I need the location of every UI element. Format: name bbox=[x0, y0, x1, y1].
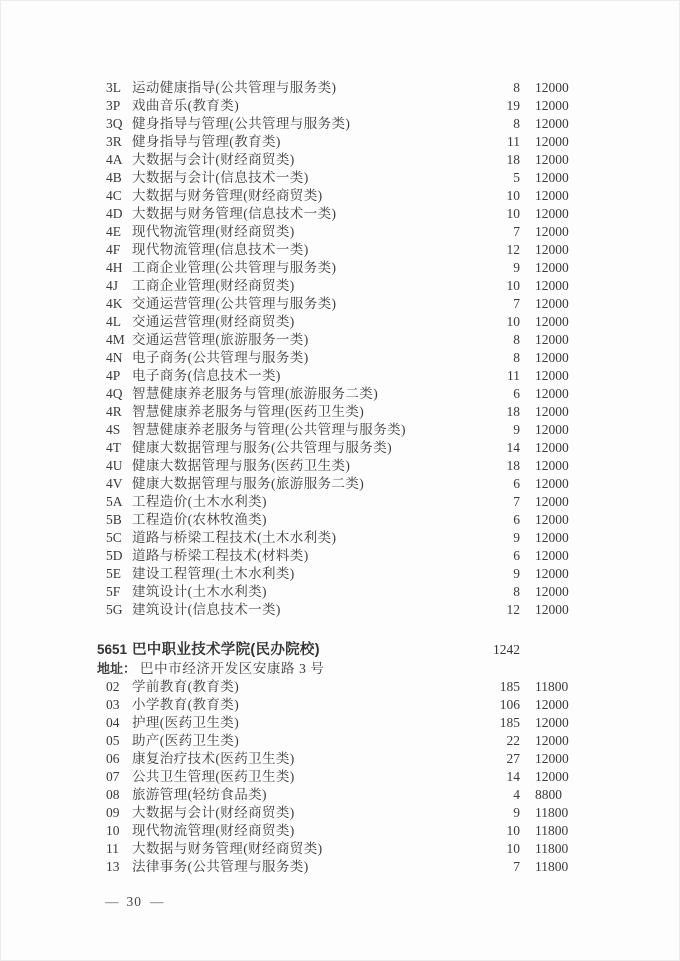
program-fee: 12000 bbox=[535, 260, 569, 275]
program-count: 10 bbox=[506, 278, 520, 293]
program-name: 健身指导与管理(教育类) bbox=[132, 134, 281, 149]
program-list-continuation bbox=[1, 79, 679, 619]
school-header bbox=[1, 640, 679, 660]
program-row bbox=[1, 858, 679, 876]
program-name: 电子商务(信息技术一类) bbox=[132, 368, 281, 383]
program-fee: 12000 bbox=[535, 206, 569, 221]
program-name: 道路与桥梁工程技术(材料类) bbox=[132, 548, 309, 563]
program-row bbox=[1, 187, 679, 205]
program-count: 185 bbox=[499, 679, 520, 694]
program-count: 19 bbox=[506, 98, 520, 113]
program-fee: 11800 bbox=[535, 823, 569, 838]
program-code: 05 bbox=[106, 733, 120, 748]
program-code: 5B bbox=[106, 512, 122, 527]
program-fee: 12000 bbox=[535, 476, 569, 491]
program-name: 建筑设计(土木水利类) bbox=[132, 584, 267, 599]
program-fee: 8800 bbox=[535, 787, 562, 802]
program-name: 健康大数据管理与服务(医药卫生类) bbox=[132, 458, 351, 473]
program-row bbox=[1, 349, 679, 367]
program-row bbox=[1, 295, 679, 313]
program-row bbox=[1, 169, 679, 187]
program-count: 10 bbox=[506, 314, 520, 329]
program-code: 4N bbox=[106, 350, 123, 365]
program-code: 09 bbox=[106, 805, 120, 820]
program-code: 3L bbox=[106, 80, 121, 95]
program-count: 10 bbox=[506, 206, 520, 221]
program-count: 6 bbox=[513, 548, 520, 563]
program-count: 5 bbox=[513, 170, 520, 185]
program-fee: 12000 bbox=[535, 530, 569, 545]
program-count: 9 bbox=[513, 530, 520, 545]
program-name: 健康大数据管理与服务(旅游服务二类) bbox=[132, 476, 365, 491]
school-code: 5651 bbox=[97, 642, 128, 657]
program-name: 健康大数据管理与服务(公共管理与服务类) bbox=[132, 440, 392, 455]
program-row bbox=[1, 457, 679, 475]
program-fee: 12000 bbox=[535, 188, 569, 203]
program-code: 3Q bbox=[106, 116, 123, 131]
program-name: 旅游管理(轻纺食品类) bbox=[132, 787, 267, 802]
program-count: 11 bbox=[507, 368, 520, 383]
program-code: 07 bbox=[106, 769, 120, 784]
program-code: 4D bbox=[106, 206, 123, 221]
program-fee: 12000 bbox=[535, 422, 569, 437]
program-name: 现代物流管理(财经商贸类) bbox=[132, 823, 295, 838]
program-code: 13 bbox=[106, 859, 120, 874]
program-count: 8 bbox=[513, 584, 520, 599]
program-row bbox=[1, 331, 679, 349]
program-fee: 12000 bbox=[535, 242, 569, 257]
program-row bbox=[1, 840, 679, 858]
program-name: 建设工程管理(土木水利类) bbox=[132, 566, 295, 581]
program-row bbox=[1, 205, 679, 223]
program-name: 智慧健康养老服务与管理(公共管理与服务类) bbox=[132, 422, 406, 437]
program-row bbox=[1, 768, 679, 786]
program-name: 戏曲音乐(教育类) bbox=[132, 98, 240, 113]
program-count: 10 bbox=[506, 841, 520, 856]
program-fee: 12000 bbox=[535, 224, 569, 239]
program-count: 9 bbox=[513, 805, 520, 820]
program-row bbox=[1, 678, 679, 696]
program-fee: 12000 bbox=[535, 170, 569, 185]
program-row bbox=[1, 151, 679, 169]
program-code: 4R bbox=[106, 404, 122, 419]
program-name: 交通运营管理(财经商贸类) bbox=[132, 314, 295, 329]
program-count: 10 bbox=[506, 823, 520, 838]
program-code: 4C bbox=[106, 188, 122, 203]
program-count: 27 bbox=[506, 751, 520, 766]
program-fee: 12000 bbox=[535, 751, 569, 766]
program-count: 6 bbox=[513, 476, 520, 491]
program-name: 运动健康指导(公共管理与服务类) bbox=[132, 80, 337, 95]
program-row bbox=[1, 511, 679, 529]
program-row bbox=[1, 421, 679, 439]
program-count: 106 bbox=[499, 697, 520, 712]
program-count: 7 bbox=[513, 494, 520, 509]
program-count: 18 bbox=[506, 152, 520, 167]
program-row bbox=[1, 786, 679, 804]
program-name: 工商企业管理(财经商贸类) bbox=[132, 278, 295, 293]
program-name: 大数据与财务管理(信息技术一类) bbox=[132, 206, 337, 221]
program-count: 9 bbox=[513, 566, 520, 581]
program-code: 4K bbox=[106, 296, 123, 311]
program-row bbox=[1, 750, 679, 768]
program-code: 5F bbox=[106, 584, 121, 599]
program-fee: 12000 bbox=[535, 584, 569, 599]
program-count: 9 bbox=[513, 260, 520, 275]
program-count: 14 bbox=[506, 440, 520, 455]
program-code: 04 bbox=[106, 715, 120, 730]
school-plan-total: 1242 bbox=[493, 642, 520, 657]
program-fee: 12000 bbox=[535, 440, 569, 455]
program-count: 6 bbox=[513, 386, 520, 401]
school-address-line bbox=[1, 660, 679, 678]
program-row bbox=[1, 439, 679, 457]
program-row bbox=[1, 385, 679, 403]
program-code: 08 bbox=[106, 787, 120, 802]
program-name: 现代物流管理(信息技术一类) bbox=[132, 242, 309, 257]
page-content bbox=[1, 1, 679, 876]
program-code: 4Q bbox=[106, 386, 123, 401]
program-count: 8 bbox=[513, 350, 520, 365]
program-row bbox=[1, 583, 679, 601]
program-fee: 12000 bbox=[535, 602, 569, 617]
program-count: 12 bbox=[506, 602, 520, 617]
program-fee: 12000 bbox=[535, 98, 569, 113]
program-code: 5E bbox=[106, 566, 121, 581]
program-code: 5A bbox=[106, 494, 123, 509]
program-fee: 12000 bbox=[535, 116, 569, 131]
program-row bbox=[1, 277, 679, 295]
program-fee: 11800 bbox=[535, 841, 569, 856]
program-fee: 12000 bbox=[535, 512, 569, 527]
program-code: 5G bbox=[106, 602, 123, 617]
program-count: 12 bbox=[506, 242, 520, 257]
program-row bbox=[1, 565, 679, 583]
program-row bbox=[1, 696, 679, 714]
program-row bbox=[1, 475, 679, 493]
program-count: 8 bbox=[513, 80, 520, 95]
program-name: 大数据与会计(财经商贸类) bbox=[132, 805, 295, 820]
program-name: 电子商务(公共管理与服务类) bbox=[132, 350, 309, 365]
school-name: 巴中职业技术学院(民办院校) bbox=[132, 642, 320, 658]
program-name: 工程造价(农林牧渔类) bbox=[132, 512, 267, 527]
program-name: 交通运营管理(旅游服务一类) bbox=[132, 332, 309, 347]
program-row bbox=[1, 822, 679, 840]
program-name: 工商企业管理(公共管理与服务类) bbox=[132, 260, 337, 275]
program-count: 7 bbox=[513, 859, 520, 874]
program-code: 5D bbox=[106, 548, 123, 563]
program-code: 4H bbox=[106, 260, 123, 275]
program-count: 8 bbox=[513, 116, 520, 131]
program-row bbox=[1, 601, 679, 619]
program-fee: 12000 bbox=[535, 152, 569, 167]
program-code: 4E bbox=[106, 224, 121, 239]
program-row bbox=[1, 313, 679, 331]
program-count: 4 bbox=[513, 787, 520, 802]
program-name: 小学教育(教育类) bbox=[132, 697, 240, 712]
program-code: 4F bbox=[106, 242, 121, 257]
program-count: 18 bbox=[506, 458, 520, 473]
program-row bbox=[1, 223, 679, 241]
program-fee: 11800 bbox=[535, 805, 569, 820]
program-count: 6 bbox=[513, 512, 520, 527]
program-row bbox=[1, 493, 679, 511]
program-fee: 12000 bbox=[535, 458, 569, 473]
program-row bbox=[1, 529, 679, 547]
address-label: 地址： bbox=[97, 661, 137, 676]
program-count: 10 bbox=[506, 188, 520, 203]
program-name: 交通运营管理(公共管理与服务类) bbox=[132, 296, 337, 311]
program-row bbox=[1, 403, 679, 421]
program-name: 建筑设计(信息技术一类) bbox=[132, 602, 281, 617]
program-row bbox=[1, 241, 679, 259]
footer-dash-left: — bbox=[105, 894, 119, 909]
program-count: 14 bbox=[506, 769, 520, 784]
program-code: 3R bbox=[106, 134, 122, 149]
program-name: 健身指导与管理(公共管理与服务类) bbox=[132, 116, 351, 131]
program-code: 3P bbox=[106, 98, 121, 113]
program-code: 03 bbox=[106, 697, 120, 712]
program-fee: 12000 bbox=[535, 566, 569, 581]
program-code: 4J bbox=[106, 278, 119, 293]
program-fee: 11800 bbox=[535, 859, 569, 874]
program-row bbox=[1, 804, 679, 822]
page-number: 30 bbox=[126, 894, 142, 909]
page-number-footer bbox=[105, 894, 164, 910]
program-row bbox=[1, 547, 679, 565]
program-row bbox=[1, 97, 679, 115]
program-name: 智慧健康养老服务与管理(医药卫生类) bbox=[132, 404, 365, 419]
program-code: 4T bbox=[106, 440, 121, 455]
program-fee: 11800 bbox=[535, 679, 569, 694]
program-name: 大数据与财务管理(财经商贸类) bbox=[132, 188, 323, 203]
program-count: 11 bbox=[507, 134, 520, 149]
program-fee: 12000 bbox=[535, 733, 569, 748]
program-count: 22 bbox=[506, 733, 520, 748]
program-fee: 12000 bbox=[535, 80, 569, 95]
program-fee: 12000 bbox=[535, 548, 569, 563]
program-fee: 12000 bbox=[535, 697, 569, 712]
program-row bbox=[1, 259, 679, 277]
program-name: 工程造价(土木水利类) bbox=[132, 494, 267, 509]
program-list-school bbox=[1, 678, 679, 876]
program-name: 大数据与财务管理(财经商贸类) bbox=[132, 841, 323, 856]
program-count: 7 bbox=[513, 224, 520, 239]
program-fee: 12000 bbox=[535, 368, 569, 383]
program-fee: 12000 bbox=[535, 769, 569, 784]
program-fee: 12000 bbox=[535, 715, 569, 730]
program-row bbox=[1, 115, 679, 133]
program-code: 06 bbox=[106, 751, 120, 766]
program-code: 11 bbox=[106, 841, 119, 856]
program-name: 大数据与会计(财经商贸类) bbox=[132, 152, 295, 167]
program-fee: 12000 bbox=[535, 314, 569, 329]
program-code: 4P bbox=[106, 368, 121, 383]
footer-dash-right: — bbox=[150, 894, 164, 909]
program-code: 4B bbox=[106, 170, 122, 185]
program-name: 助产(医药卫生类) bbox=[132, 733, 240, 748]
program-name: 道路与桥梁工程技术(土木水利类) bbox=[132, 530, 337, 545]
program-count: 18 bbox=[506, 404, 520, 419]
program-name: 公共卫生管理(医药卫生类) bbox=[132, 769, 295, 784]
program-name: 康复治疗技术(医药卫生类) bbox=[132, 751, 295, 766]
program-code: 4L bbox=[106, 314, 121, 329]
program-fee: 12000 bbox=[535, 278, 569, 293]
program-fee: 12000 bbox=[535, 296, 569, 311]
program-row bbox=[1, 732, 679, 750]
program-name: 大数据与会计(信息技术一类) bbox=[132, 170, 309, 185]
program-count: 7 bbox=[513, 296, 520, 311]
program-code: 5C bbox=[106, 530, 122, 545]
program-count: 185 bbox=[499, 715, 520, 730]
program-code: 4S bbox=[106, 422, 121, 437]
program-code: 4A bbox=[106, 152, 123, 167]
program-row bbox=[1, 367, 679, 385]
program-fee: 12000 bbox=[535, 350, 569, 365]
program-name: 法律事务(公共管理与服务类) bbox=[132, 859, 309, 874]
program-name: 智慧健康养老服务与管理(旅游服务二类) bbox=[132, 386, 379, 401]
program-row bbox=[1, 714, 679, 732]
program-fee: 12000 bbox=[535, 134, 569, 149]
program-fee: 12000 bbox=[535, 332, 569, 347]
program-code: 4V bbox=[106, 476, 123, 491]
program-name: 护理(医药卫生类) bbox=[132, 715, 240, 730]
program-fee: 12000 bbox=[535, 494, 569, 509]
program-fee: 12000 bbox=[535, 386, 569, 401]
program-code: 10 bbox=[106, 823, 120, 838]
program-code: 4U bbox=[106, 458, 123, 473]
program-row bbox=[1, 133, 679, 151]
program-name: 现代物流管理(财经商贸类) bbox=[132, 224, 295, 239]
program-count: 9 bbox=[513, 422, 520, 437]
program-name: 学前教育(教育类) bbox=[132, 679, 240, 694]
address-value: 巴中市经济开发区安康路 3 号 bbox=[140, 661, 325, 676]
program-code: 4M bbox=[106, 332, 125, 347]
program-fee: 12000 bbox=[535, 404, 569, 419]
program-code: 02 bbox=[106, 679, 120, 694]
program-row bbox=[1, 79, 679, 97]
program-count: 8 bbox=[513, 332, 520, 347]
